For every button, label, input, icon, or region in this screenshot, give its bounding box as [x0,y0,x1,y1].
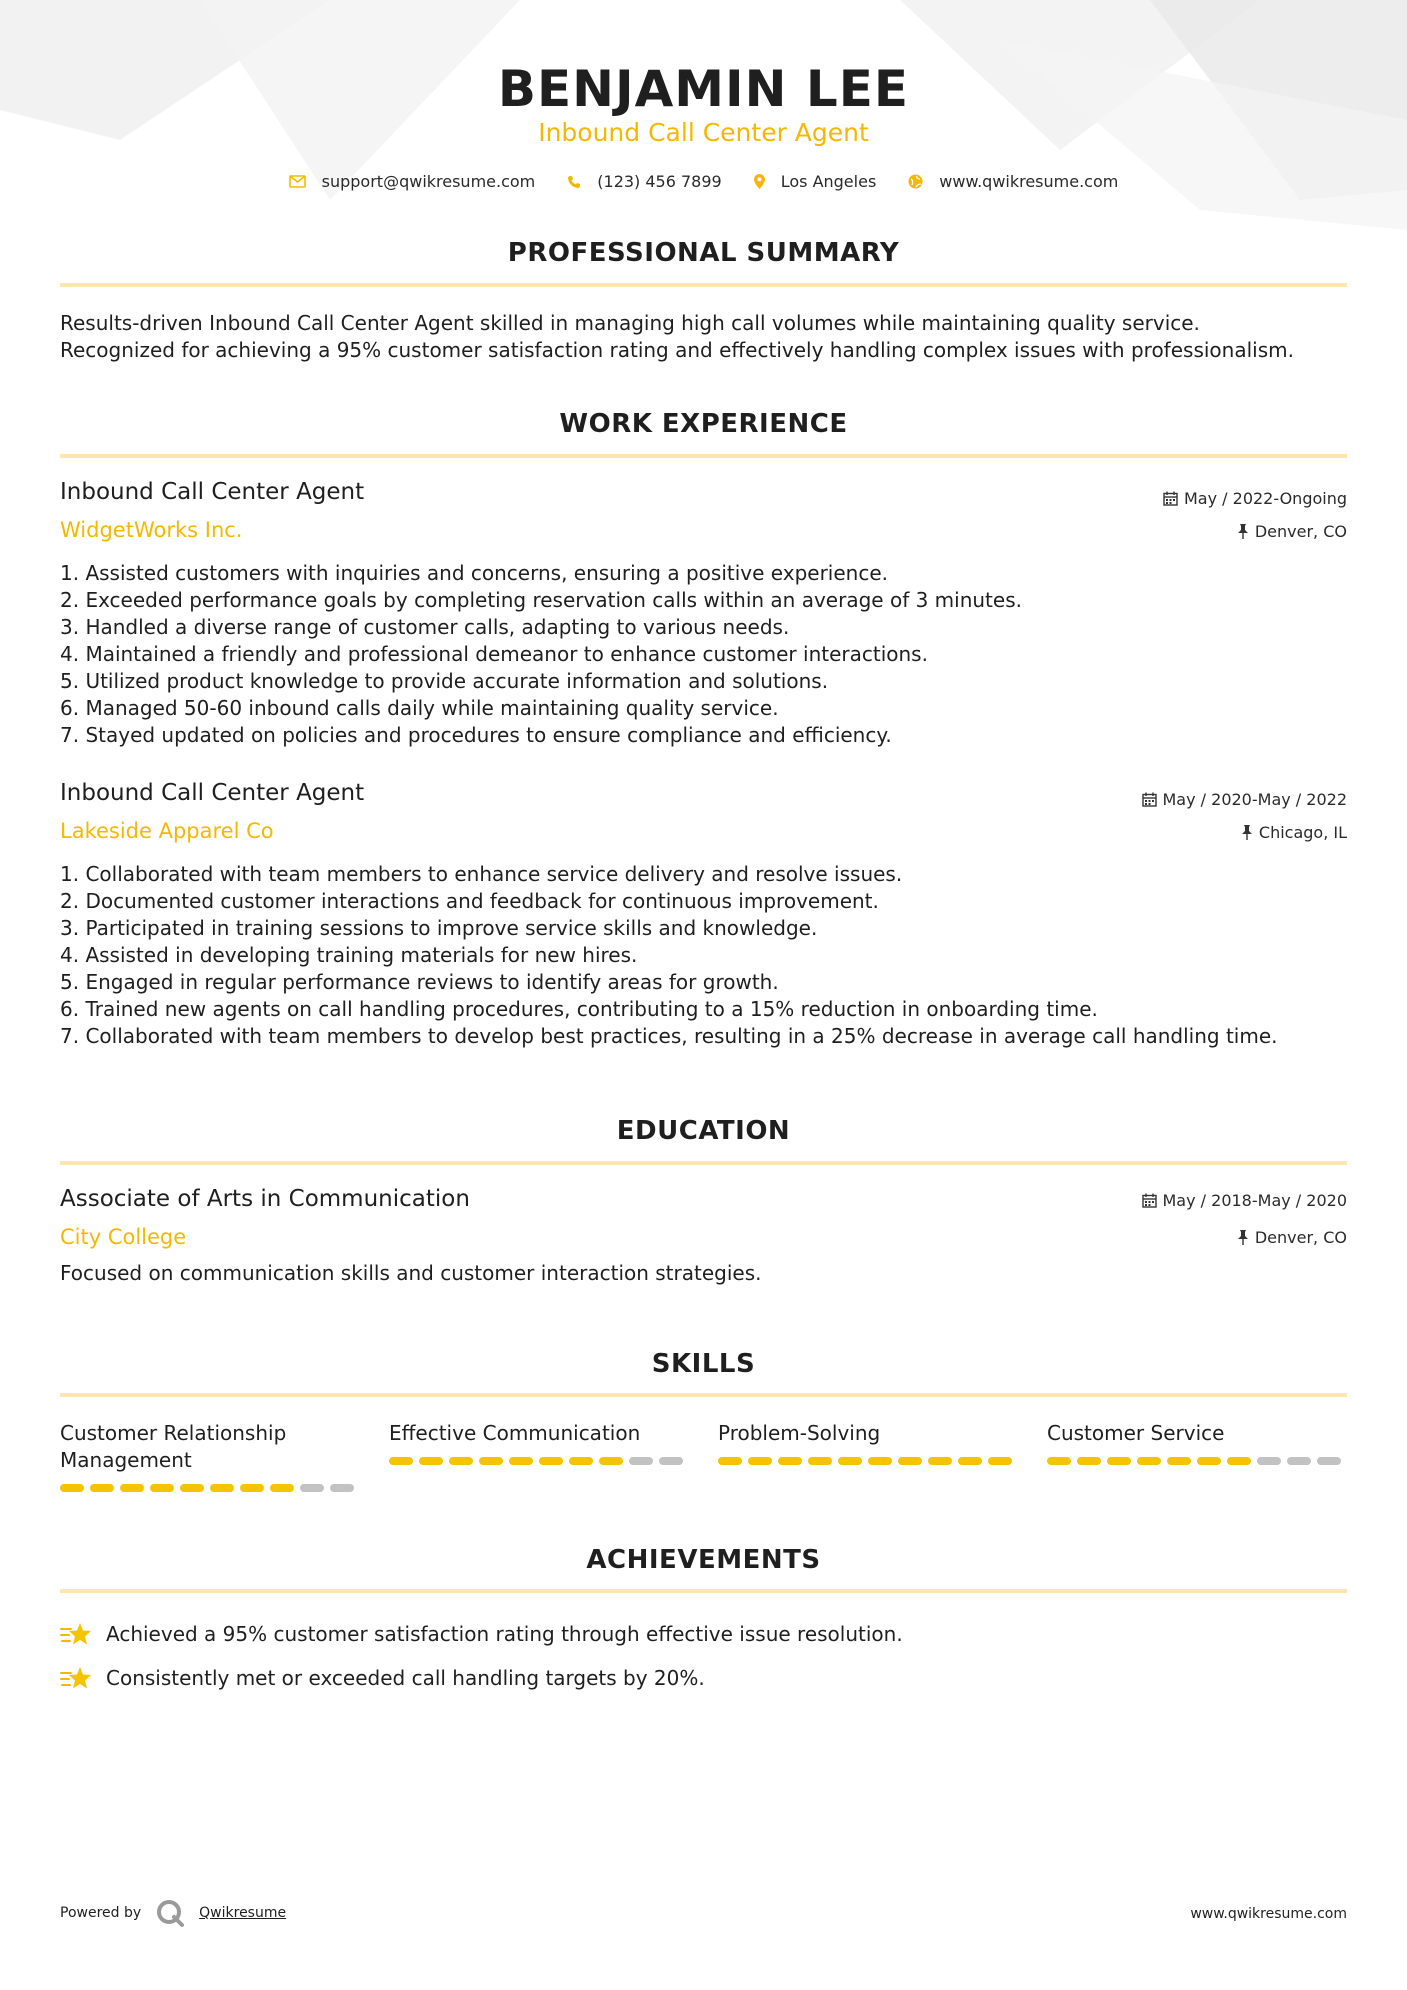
skill-name: Problem-Solving [718,1421,881,1445]
list-item: 6. Managed 50-60 inbound calls daily while maintaining quality service. [60,696,779,720]
skill-segment-filled [210,1484,234,1492]
skill-segment-filled [808,1457,832,1465]
education-divider [60,1161,1347,1165]
footer-branding [60,1898,286,1928]
skill-segment-filled [270,1484,294,1492]
calendar-icon [1142,1193,1157,1208]
skill-segment-empty [629,1457,653,1465]
pushpin-icon [1241,825,1253,840]
candidate-name: BENJAMIN LEE [497,60,910,118]
achievements-heading: ACHIEVEMENTS [586,1545,821,1575]
skill-name: Effective Communication [389,1421,641,1445]
job-location [1241,823,1347,842]
job-dates-text: May / 2020-May / 2022 [1162,790,1347,809]
qwikresume-link[interactable]: Qwikresume [199,1905,287,1921]
skills-divider [60,1393,1347,1397]
job-location-text: Denver, CO [1254,522,1347,541]
skill-segment-filled [868,1457,892,1465]
skill-rating [389,1457,689,1465]
skill-segment-filled [748,1457,772,1465]
globe-icon [908,174,923,189]
email-text[interactable]: support@qwikresume.com [321,172,536,191]
list-item: 7. Collaborated with team members to develop best practices, resulting in a 25% decrease in average call handling time. [60,1024,1278,1048]
job-location-text: Chicago, IL [1258,823,1347,842]
skill-segment-empty [659,1457,683,1465]
summary-heading: PROFESSIONAL SUMMARY [507,238,900,268]
list-item: 3. Handled a diverse range of customer calls, adapting to various needs. [60,615,790,639]
list-item: 4. Assisted in developing training materials for new hires. [60,943,638,967]
map-pin-icon [754,174,765,189]
skill-segment-filled [1227,1457,1251,1465]
phone-text[interactable]: (123) 456 7899 [597,172,722,191]
skill-segment-filled [778,1457,802,1465]
skill-segment-filled [718,1457,742,1465]
location-text: Los Angeles [780,172,877,191]
skill-segment-filled [449,1457,473,1465]
website-text[interactable]: www.qwikresume.com [939,172,1119,191]
skill-segment-empty [1287,1457,1311,1465]
education-dates [1142,1191,1348,1210]
achievement-text: Consistently met or exceeded call handling targets by 20%. [106,1666,705,1690]
skill-segment-filled [958,1457,982,1465]
achievements-list [60,1612,1347,1700]
experience-divider [60,454,1347,458]
skill-item [60,1420,360,1492]
shooting-star-icon [60,1621,92,1647]
skill-segment-filled [509,1457,533,1465]
job-responsibilities [60,560,1347,749]
job-company: WidgetWorks Inc. [60,518,243,542]
list-item: 2. Documented customer interactions and feedback for continuous improvement. [60,889,879,913]
education-location-text: Denver, CO [1254,1228,1347,1247]
job-company: Lakeside Apparel Co [60,819,274,843]
skill-segment-filled [1047,1457,1071,1465]
skill-segment-filled [120,1484,144,1492]
education-heading: EDUCATION [616,1116,791,1146]
achievement-text: Achieved a 95% customer satisfaction rating through effective issue resolution. [106,1622,903,1646]
skill-rating [718,1457,1018,1465]
job-title: Inbound Call Center Agent [60,780,365,806]
skill-segment-filled [150,1484,174,1492]
contact-location [754,172,877,191]
skill-item [718,1420,1018,1492]
qwikresume-logo-icon [155,1898,185,1928]
list-item: 7. Stayed updated on policies and procedures to ensure compliance and efficiency. [60,723,892,747]
skills-list [60,1420,1347,1492]
summary-text [60,310,1347,364]
job-location [1237,522,1347,541]
summary-divider [60,283,1347,287]
summary-line: Recognized for achieving a 95% customer satisfaction rating and effectively handling complex issues with professionalism. [60,338,1294,362]
envelope-icon [289,175,306,188]
list-item: 2. Exceeded performance goals by completing reservation calls within an average of 3 minutes. [60,588,1022,612]
education-dates-text: May / 2018-May / 2020 [1162,1191,1347,1210]
skill-segment-empty [1317,1457,1341,1465]
skill-item [389,1420,689,1492]
skill-item [1047,1420,1347,1492]
skill-segment-filled [599,1457,623,1465]
skill-segment-filled [569,1457,593,1465]
list-item: 5. Utilized product knowledge to provide accurate information and solutions. [60,669,829,693]
education-description: Focused on communication skills and customer interaction strategies. [60,1261,762,1285]
job-responsibilities [60,861,1347,1050]
skill-segment-filled [988,1457,1012,1465]
degree-title: Associate of Arts in Communication [60,1186,470,1212]
calendar-icon [1142,792,1157,807]
shooting-star-icon [60,1665,92,1691]
list-item: 3. Participated in training sessions to improve service skills and knowledge. [60,916,818,940]
contact-phone[interactable] [567,172,721,191]
skill-name: Customer Relationship Management [60,1421,287,1472]
job-dates [1142,790,1348,809]
skill-rating [1047,1457,1347,1465]
skill-segment-filled [1077,1457,1101,1465]
skill-segment-filled [419,1457,443,1465]
contact-bar [60,172,1347,191]
skill-segment-empty [1257,1457,1281,1465]
skill-segment-empty [330,1484,354,1492]
skill-segment-filled [60,1484,84,1492]
skill-segment-filled [1167,1457,1191,1465]
education-location [1237,1228,1347,1247]
skill-segment-filled [90,1484,114,1492]
skill-segment-filled [1107,1457,1131,1465]
skill-rating [60,1484,360,1492]
list-item: 6. Trained new agents on call handling procedures, contributing to a 15% reduction in onboarding time. [60,997,1098,1021]
list-item: 4. Maintained a friendly and professional demeanor to enhance customer interactions. [60,642,928,666]
phone-icon [567,175,581,189]
skill-segment-filled [928,1457,952,1465]
skill-segment-empty [300,1484,324,1492]
experience-heading: WORK EXPERIENCE [559,409,848,439]
summary-line: Results-driven Inbound Call Center Agent skilled in managing high call volumes while maintaining quality service. [60,311,1200,335]
footer-website[interactable]: www.qwikresume.com [1190,1906,1347,1922]
achievement-item [60,1612,1347,1656]
skill-segment-filled [898,1457,922,1465]
skill-segment-filled [180,1484,204,1492]
contact-website[interactable] [908,172,1118,191]
contact-email[interactable] [289,172,536,191]
achievement-item [60,1656,1347,1700]
skill-segment-filled [838,1457,862,1465]
job-dates-text: May / 2022-Ongoing [1184,489,1347,508]
job-title: Inbound Call Center Agent [60,479,365,505]
pushpin-icon [1237,1230,1249,1245]
candidate-title: Inbound Call Center Agent [538,118,869,147]
calendar-icon [1163,491,1178,506]
skills-heading: SKILLS [651,1349,756,1379]
school-name: City College [60,1225,187,1249]
pushpin-icon [1237,524,1249,539]
skill-name: Customer Service [1047,1421,1225,1445]
list-item: 5. Engaged in regular performance reviews to identify areas for growth. [60,970,779,994]
powered-by-label: Powered by [60,1905,142,1921]
skill-segment-filled [389,1457,413,1465]
skill-segment-filled [539,1457,563,1465]
skill-segment-filled [1197,1457,1221,1465]
skill-segment-filled [240,1484,264,1492]
list-item: 1. Collaborated with team members to enhance service delivery and resolve issues. [60,862,903,886]
list-item: 1. Assisted customers with inquiries and concerns, ensuring a positive experience. [60,561,888,585]
skill-segment-filled [1137,1457,1161,1465]
skill-segment-filled [479,1457,503,1465]
job-dates [1163,489,1347,508]
achievements-divider [60,1589,1347,1593]
